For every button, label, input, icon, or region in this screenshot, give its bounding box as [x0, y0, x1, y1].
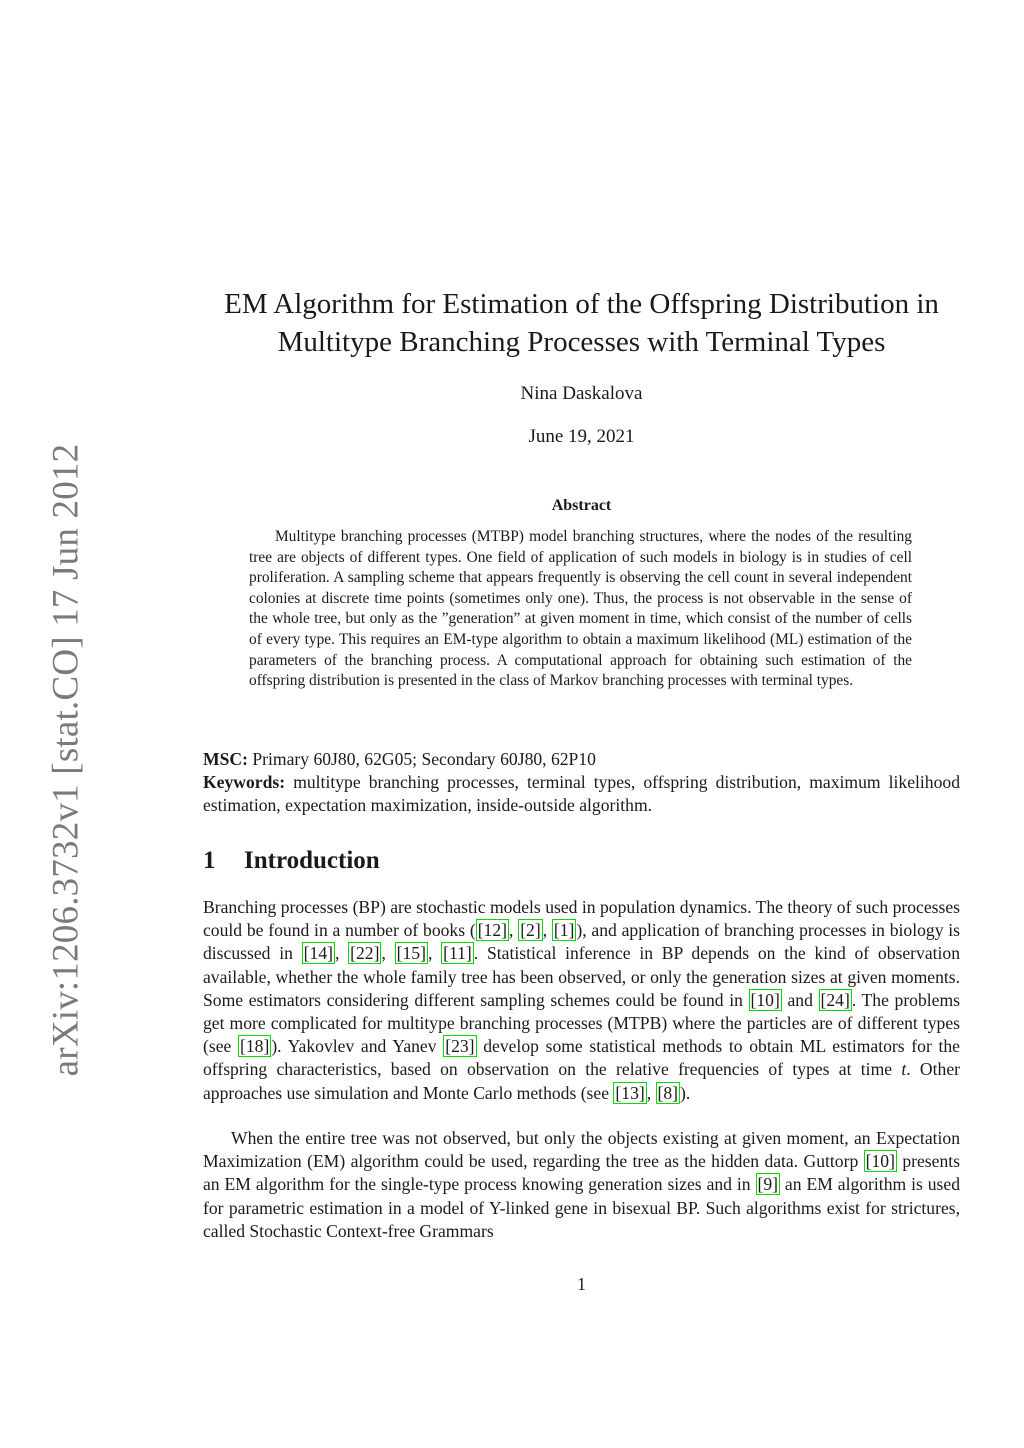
citation-link[interactable]: [12]	[477, 920, 508, 941]
body-text: ,	[381, 943, 395, 964]
body-text: ,	[542, 920, 552, 941]
citation-link[interactable]: [8]	[657, 1082, 679, 1103]
body-text: ).	[680, 1082, 691, 1103]
paper-title	[203, 285, 960, 361]
arxiv-identifier-stamp: arXiv:1206.3732v1 [stat.CO] 17 Jun 2012	[45, 443, 87, 1077]
citation-link[interactable]: [14]	[303, 943, 333, 964]
body-text: Branching processes (BP) are stochastic models used in population dynamics. The theory of such processes could be found in a number of books (	[203, 897, 960, 941]
author-name: Nina Daskalova	[520, 383, 643, 404]
citation-link[interactable]: [24]	[820, 989, 850, 1010]
publication-date: June 19, 2021	[528, 426, 635, 447]
citation-link[interactable]: [22]	[350, 943, 380, 964]
citation-link[interactable]: [23]	[445, 1036, 475, 1057]
msc-line	[203, 748, 960, 771]
citation-link[interactable]: [10]	[865, 1151, 895, 1172]
paper-title-line-2: Multitype Branching Processes with Terminal Types	[277, 326, 886, 358]
body-text: presents an EM algorithm for the single-type process knowing generation sizes and in	[203, 1151, 960, 1195]
body-text: ,	[646, 1082, 656, 1103]
section-heading-introduction	[203, 847, 380, 875]
body-text: ,	[334, 943, 349, 964]
body-text: . Statistical inference in BP depends on the kind of observation available, whether the whole family tree has been observed, or only the generation sizes at given moments. Some estimators considering different sampling schemes could be found in	[203, 943, 961, 1010]
citation-link[interactable]: [11]	[443, 943, 472, 964]
body-text: an EM algorithm is used for parametric estimation in a model of Y-linked gene in bisexual BP. Such algorithms exist for strictures, called Stochastic Context-free Grammars	[203, 1174, 960, 1241]
abstract-heading: Abstract	[551, 497, 612, 514]
body-text: develop some statistical methods to obtain ML estimators for the offspring characteristics, based on observation on the relative frequencies of types at time	[203, 1036, 960, 1080]
keywords-text: multitype branching processes, terminal types, offspring distribution, maximum likelihood estimation, expectation maximization, inside-outside algorithm.	[203, 772, 960, 815]
keywords-line	[203, 771, 960, 817]
intro-paragraph-1	[203, 896, 960, 1105]
msc-label: MSC:	[203, 749, 248, 769]
intro-paragraph-2	[203, 1127, 960, 1243]
citation-link[interactable]: [18]	[240, 1036, 270, 1057]
body-text: ,	[427, 943, 442, 964]
keywords-label: Keywords:	[203, 772, 286, 792]
body-text: ), and application of branching processes in biology is discussed in	[203, 920, 960, 964]
body-text: and	[781, 989, 819, 1010]
body-text: . The problems get more complicated for multitype branching processes (MTPB) where the particles are of different types (see	[203, 989, 960, 1057]
citation-link[interactable]: [1]	[553, 920, 575, 941]
msc-text: Primary 60J80, 62G05; Secondary 60J80, 62P10	[252, 749, 596, 769]
page-number: 1	[577, 1274, 586, 1294]
section-number: 1	[203, 847, 216, 874]
paper-title-line-1: EM Algorithm for Estimation of the Offspring Distribution in	[224, 288, 939, 320]
section-title: Introduction	[244, 847, 380, 874]
body-text: ). Yakovlev and Yanev	[271, 1036, 444, 1057]
body-text: When the entire tree was not observed, but only the objects existing at given moment, an Expectation Maximization (EM) algorithm could be used, regarding the tree as the hidden data. Guttorp	[203, 1128, 960, 1172]
math-variable-t: t	[901, 1059, 907, 1080]
citation-link[interactable]: [2]	[520, 920, 541, 941]
citation-link[interactable]: [10]	[750, 989, 780, 1010]
body-text: . Other approaches use simulation and Monte Carlo methods (see	[203, 1059, 960, 1103]
citation-link[interactable]: [13]	[615, 1082, 645, 1103]
abstract-text: Multitype branching processes (MTBP) model branching structures, where the nodes of the resulting tree are objects of different types. One field of application of such models in biology is in studies of cell proliferation. A sampling scheme that appears frequently is observing the cell count in several independent colonies at discrete time points (sometimes only one). Thus, the process is not observable in the sense of the whole tree, but only as the ”generation” at given moment in time, which consist of the number of cells of every type. This requires an EM-type algorithm to obtain a maximum likelihood (ML) estimation of the parameters of the branching process. A computational approach for obtaining such estimation of the offspring distribution is presented in the class of Markov branching processes with terminal types.	[249, 528, 912, 690]
citation-link[interactable]: [9]	[757, 1174, 779, 1195]
citation-link[interactable]: [15]	[396, 943, 426, 964]
body-text: ,	[509, 920, 519, 941]
